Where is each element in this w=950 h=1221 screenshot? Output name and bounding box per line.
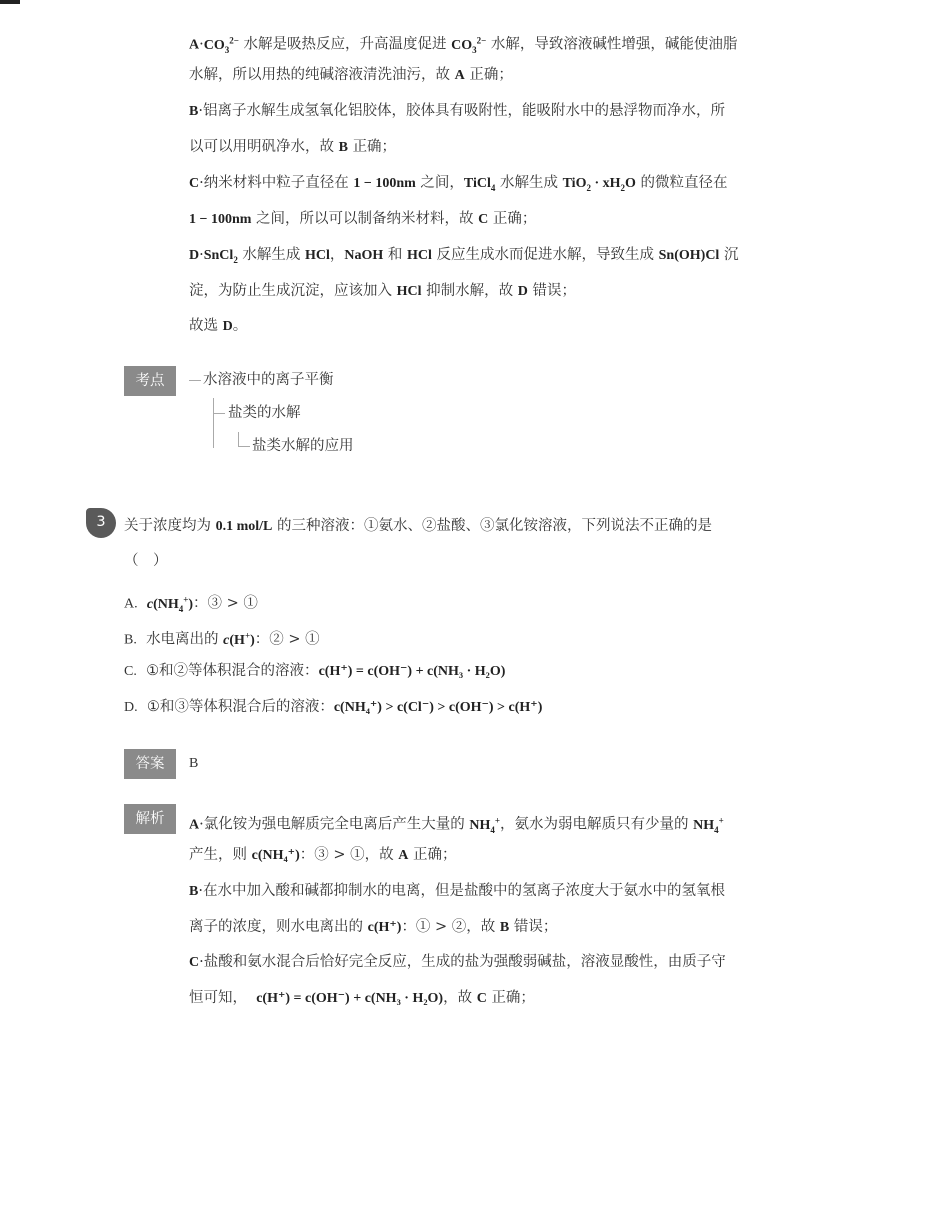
- question-stem: 关于浓度均为 0.1 mol/L 的三种溶液：①氨水、②盐酸、③氯化铵溶液，下列说法不正确的是: [124, 518, 712, 534]
- question-number-badge: 3: [86, 508, 116, 538]
- analysis-c-line2: 恒可知， c(H⁺) = c(OH⁻) + c(NH₃ · H₂O)，故 C 正确；: [189, 990, 535, 1006]
- prev-analysis-c-line1: C·纳米材料中粒子直径在 1 − 100nm 之间，TiCl$_4$ 水解生成 $TiO_2 \cdot xH_2O$ 的微粒直径在: [189, 175, 728, 193]
- tree-connector: [213, 413, 225, 414]
- tree-connector: [189, 380, 201, 381]
- analysis-a-line1: A·氯化铵为强电解质完全电离后产生大量的 $NH_4^+$，氨水为弱电解质只有少量的 $NH_4^+$: [189, 815, 724, 835]
- analysis-c-line1: C·盐酸和氨水混合后恰好完全反应，生成的盐为强酸弱碱盐，溶液显酸性，由质子守: [189, 954, 726, 970]
- option-c[interactable]: C. ①和②等体积混合的溶液：c(H⁺) = c(OH⁻) + c(NH₃ · H₂O): [124, 663, 506, 679]
- prev-analysis-d-line2: 淀，为防止生成沉淀，应该加入 HCl 抑制水解，故 D 错误；: [189, 283, 576, 299]
- analysis-a-line2: 产生，则 c(NH₄⁺)：③ > ①，故 A 正确；: [189, 847, 457, 863]
- answer-value: B: [189, 756, 199, 771]
- formula-co3: $CO_3^{2-}$: [203, 35, 239, 55]
- answer-label: 答案: [124, 749, 176, 779]
- kaodian-level2: 盐类的水解: [228, 405, 301, 421]
- page-corner-mark: [0, 0, 20, 4]
- tree-connector: [213, 398, 214, 448]
- prev-analysis-c-line2: 1 − 100nm 之间，所以可以制备纳米材料，故 C 正确；: [189, 211, 537, 227]
- prev-analysis-a-line2: 水解，所以用热的纯碱溶液清洗油污，故 A 正确；: [189, 67, 513, 83]
- kaodian-label: 考点: [124, 366, 176, 396]
- prev-analysis-choice: 故选 D。: [189, 318, 248, 334]
- kaodian-level3: 盐类水解的应用: [252, 438, 354, 454]
- prev-analysis-a-line1: $A\cdot CO_3^{2-}$ 水解是吸热反应，升高温度促进 $CO_3^{2-}$ 水解，导致溶液碱性增强，碱能使油脂: [189, 35, 738, 55]
- analysis-label: 解析: [124, 804, 176, 834]
- prev-analysis-b-line2: 以可以用明矾净水，故 B 正确；: [189, 139, 397, 155]
- prev-analysis-d-line1: D·SnCl$_2$ 水解生成 HCl，NaOH 和 HCl 反应生成水而促进水解，导致生成 Sn(OH)Cl 沉: [189, 247, 739, 265]
- question-paren: （ ）: [124, 553, 168, 569]
- tree-connector: [238, 432, 239, 446]
- prev-analysis-b-line1: B·铝离子水解生成氢氧化铝胶体，胶体具有吸附性，能吸附水中的悬浮物而净水，所: [189, 103, 725, 119]
- kaodian-level1: 水溶液中的离子平衡: [203, 372, 334, 388]
- tree-connector: [238, 446, 250, 447]
- option-a[interactable]: A. $c(NH_4^+)$：③ > ①: [124, 594, 258, 614]
- formula-co3: $CO_3^{2-}$: [451, 35, 487, 55]
- analysis-b-line2: 离子的浓度，则水电离出的 c(H⁺)：① > ②，故 B 错误；: [189, 919, 558, 935]
- option-b[interactable]: B. 水电离出的 c(H+)：② > ①: [124, 630, 320, 648]
- option-d[interactable]: D. ①和③等体积混合后的溶液：c(NH₄⁺) > c(Cl⁻) > c(OH⁻) > c(H⁺): [124, 699, 543, 715]
- analysis-b-line1: B·在水中加入酸和碱都抑制水的电离，但是盐酸中的氢离子浓度大于氨水中的氢氧根: [189, 883, 725, 899]
